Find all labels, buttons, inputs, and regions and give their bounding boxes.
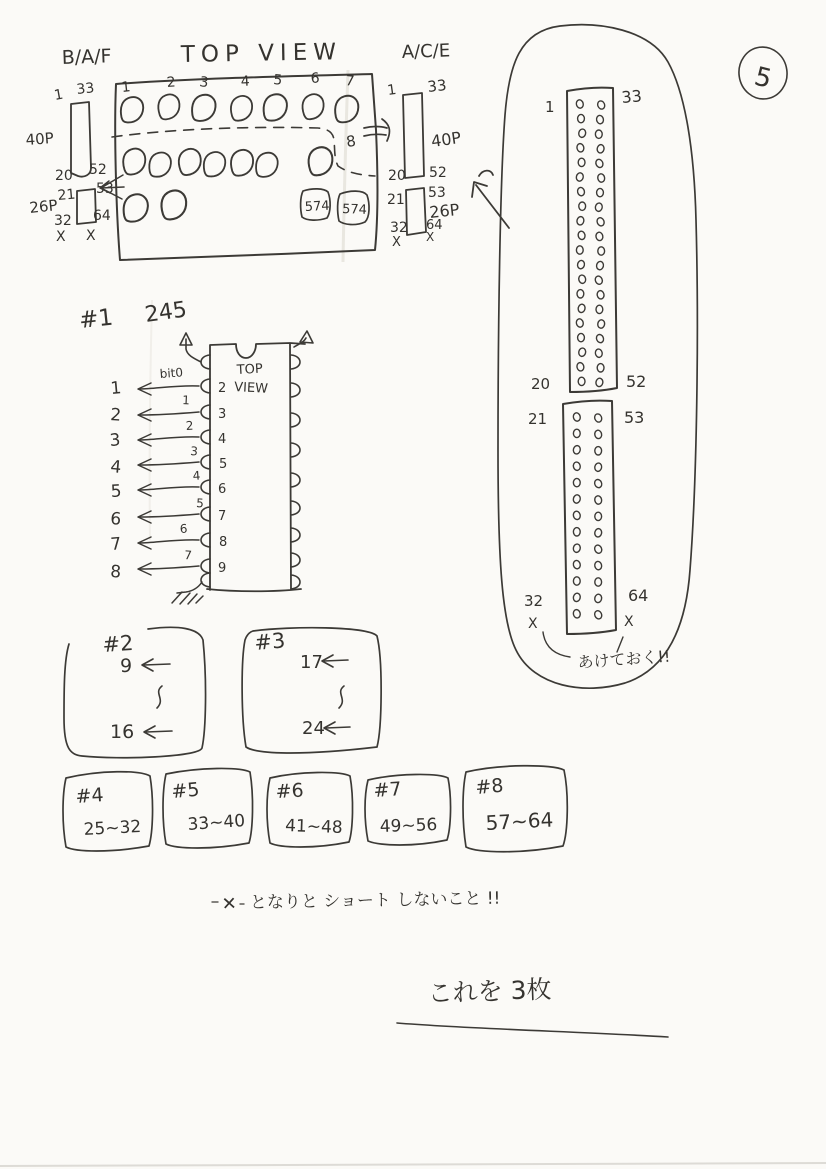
ic1-ref: #1 [77,304,115,334]
group2-box [64,627,206,757]
range-squiggle [339,686,344,708]
pin-label: 53 [96,181,114,197]
chip-number: 5 [272,72,283,89]
group4-box [63,772,153,851]
open-pin-mark: X [86,228,96,244]
row-number: 8 [109,562,122,583]
right-connector-26p [387,185,461,250]
chip-row-3 [123,190,187,223]
left-connector-26p [29,175,124,245]
copies-text: これを 3枚 [427,974,552,1008]
row-number: 4 [109,457,123,478]
left-arrow [324,722,350,734]
board-right-side-label: A/C/E [401,40,451,63]
group-ref: #5 [170,778,201,803]
ic1-section [78,297,313,604]
row-number: 1 [109,378,123,399]
pullup-arrow-left [180,333,201,362]
copies-note [397,975,668,1037]
chip-row-2 [123,147,334,179]
open-pin-mark: X [624,614,634,630]
group3-box [242,628,381,753]
group6-box [267,772,353,847]
pin-label: 21 [387,192,405,208]
group-from: 9 [120,655,133,677]
chip-row-1-numbers [121,70,355,96]
pin-label: 53 [428,185,446,201]
latch-part-number: 574 [341,202,368,218]
pin-label: 1 [52,86,65,104]
wire-label: 2 [185,418,194,433]
pin-label: 32 [390,220,408,236]
open-pin-mark: X [392,235,401,250]
wire-label: 3 [189,444,199,459]
pin-label: 21 [56,186,77,204]
big-connector-section [472,25,697,688]
board-title: TOP VIEW [180,39,343,68]
pin-label: 32 [524,592,544,610]
pin-label: 21 [528,410,548,428]
pin-label: 64 [426,218,443,233]
pin-number: 2 [218,381,227,396]
row-number: 6 [109,509,122,530]
open-pin-mark: X [426,230,435,244]
ic1-inner-label-view: VIEW [233,380,269,397]
pin-number: 3 [218,407,227,422]
ic1-right-pin-bumps [291,355,300,589]
left-arrow [144,726,172,738]
wire-label: bit0 [159,365,184,381]
group8-box [463,766,567,852]
left-arrow [322,655,348,667]
wire-label: 1 [181,393,191,408]
latch-part-number: 574 [304,198,331,215]
warning-text: となりと ショート しないこと !! [249,888,501,913]
chip-number: 7 [344,73,356,90]
open-pin-mark: X [56,229,66,245]
chip-number: 1 [120,79,132,96]
pin-holes-bottom [572,412,603,620]
wire-label: 6 [179,521,188,536]
ic1-pin-numbers [218,381,227,576]
page-number-circle [736,44,791,102]
ic1-left-pin-bumps [201,355,210,587]
pin-label: 20 [531,375,551,393]
group-ref: #8 [474,774,505,799]
pin-holes-top [575,99,606,387]
range-squiggle [157,686,162,708]
warning-note [212,889,501,915]
group-range: 25~32 [83,817,142,840]
chip-row-1 [120,93,358,123]
ic1-inner-label-top: TOP [236,361,264,378]
header-rect-bottom [563,401,616,634]
wire-label: 5 [195,496,205,511]
pin-label: 33 [75,80,96,98]
warning-marker: ✕ [221,893,238,915]
pin-label: 52 [626,372,647,391]
pin-label: 52 [429,165,447,181]
ic1-output-wires [138,383,199,575]
open-pin-mark: X [528,616,538,632]
row-number: 2 [109,405,122,426]
group-range: 49~56 [379,815,438,837]
wire-label: 7 [183,548,193,563]
pin-label: 32 [54,213,72,229]
group-ref: #4 [74,784,105,808]
connector-size-label: 26P [428,199,461,222]
pin-number: 6 [218,482,227,497]
chip-number: 4 [240,73,251,90]
ic1-part-number: 245 [143,297,189,328]
chip8-number: 8 [345,131,358,151]
leave-open-note: あけておく!! [576,646,671,672]
pin-label: 64 [93,208,111,224]
pointer-arrow [472,171,509,228]
left-arrow [142,659,170,671]
pin-label: 20 [55,168,73,184]
row-number: 7 [109,534,123,555]
row-number: 5 [110,481,123,502]
wire-label: 4 [192,468,201,483]
group-ref: #6 [275,779,305,803]
board-left-side-label: B/A/F [61,45,112,69]
pin-label: 52 [89,162,107,178]
group-to: 16 [110,721,135,743]
group-to: 24 [302,718,325,739]
dashed-route [112,127,375,176]
group-range: 33~40 [186,811,246,835]
group-from: 17 [300,652,323,673]
connector-size-label: 40P [429,127,463,151]
chip-number: 2 [166,74,177,91]
group-ref: #2 [101,630,135,657]
latch-574-boxes [301,189,369,225]
pin-label: 1 [545,98,555,116]
chip-number: 6 [310,70,321,87]
pin-label: 33 [426,76,448,96]
header-rect-top [567,88,617,392]
row-number: 3 [108,430,122,451]
group-range: 57~64 [485,807,554,835]
pin-label: 53 [624,408,645,427]
left-connector-40p [25,80,107,184]
ic1-row-numbers [109,378,122,582]
pin-number: 7 [218,509,227,524]
underline [397,1023,668,1037]
chip-number: 3 [198,74,210,92]
group5-box [163,768,253,848]
pin-label: 20 [388,168,406,184]
page-number: 5 [751,61,775,95]
group-range: 41~48 [284,816,344,839]
pin-number: 8 [219,535,228,550]
connector-size-label: 40P [25,129,55,149]
pin-label: 1 [386,81,398,99]
pin-label: 33 [620,86,643,107]
group-ref: #7 [372,778,403,802]
connector-size-label: 26P [28,196,59,217]
board-section [25,39,790,260]
right-connector-40p [386,76,462,184]
pin-number: 9 [218,561,227,576]
group7-box [365,774,451,845]
pin-number: 5 [219,457,228,472]
group-ref: #3 [253,628,287,655]
pin-number: 4 [218,432,227,447]
pin-label: 64 [628,586,649,605]
ground-symbol [172,582,203,604]
